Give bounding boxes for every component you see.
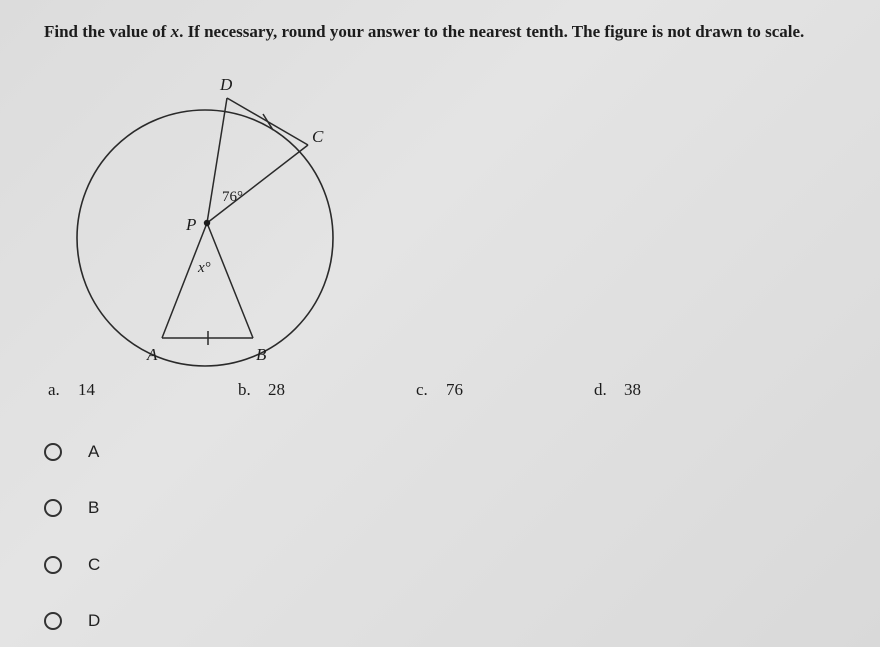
question-prefix: Find the value of xyxy=(44,22,171,41)
chord-pb xyxy=(207,223,253,338)
radio-button[interactable] xyxy=(44,612,62,630)
circle-diagram xyxy=(70,68,350,368)
radio-label: B xyxy=(88,498,100,517)
choice-value: 14 xyxy=(78,380,95,399)
choice-a xyxy=(48,380,95,400)
angle-label-76: 76° xyxy=(222,189,243,205)
radio-button[interactable] xyxy=(44,499,62,517)
label-p: P xyxy=(186,215,197,234)
label-a: A xyxy=(147,345,158,364)
radio-label: D xyxy=(88,611,101,630)
circle-figure xyxy=(70,68,350,373)
choice-value: 28 xyxy=(268,380,285,399)
radio-button[interactable] xyxy=(44,556,62,574)
radio-option-a[interactable] xyxy=(44,437,99,467)
label-d: D xyxy=(220,75,233,94)
choice-value: 76 xyxy=(446,380,463,399)
choice-value: 38 xyxy=(624,380,641,399)
question-text xyxy=(44,22,804,42)
radio-option-d[interactable] xyxy=(44,606,100,636)
choice-b xyxy=(238,380,285,400)
choice-c xyxy=(416,380,463,400)
point-p xyxy=(204,220,210,226)
chord-pc xyxy=(207,145,308,223)
choice-letter: d. xyxy=(594,380,607,399)
choice-letter: b. xyxy=(238,380,251,399)
radio-label: A xyxy=(88,442,100,461)
radio-label: C xyxy=(88,555,101,574)
label-b: B xyxy=(256,345,267,364)
question-variable: x xyxy=(170,22,180,41)
choice-d xyxy=(594,380,641,400)
label-c: C xyxy=(312,127,324,146)
circle-outline xyxy=(77,110,333,366)
radio-option-b[interactable] xyxy=(44,493,99,523)
angle-label-x: x° xyxy=(198,260,211,276)
tick-mark-dc xyxy=(263,114,273,130)
choice-letter: a. xyxy=(48,380,60,399)
chord-pa xyxy=(162,223,207,338)
choice-letter: c. xyxy=(416,380,428,399)
radio-option-c[interactable] xyxy=(44,550,100,580)
radio-button[interactable] xyxy=(44,443,62,461)
question-suffix: . If necessary, round your answer to the nearest tenth. The figure is not drawn to scale. xyxy=(179,22,805,41)
answer-choices xyxy=(0,380,880,410)
